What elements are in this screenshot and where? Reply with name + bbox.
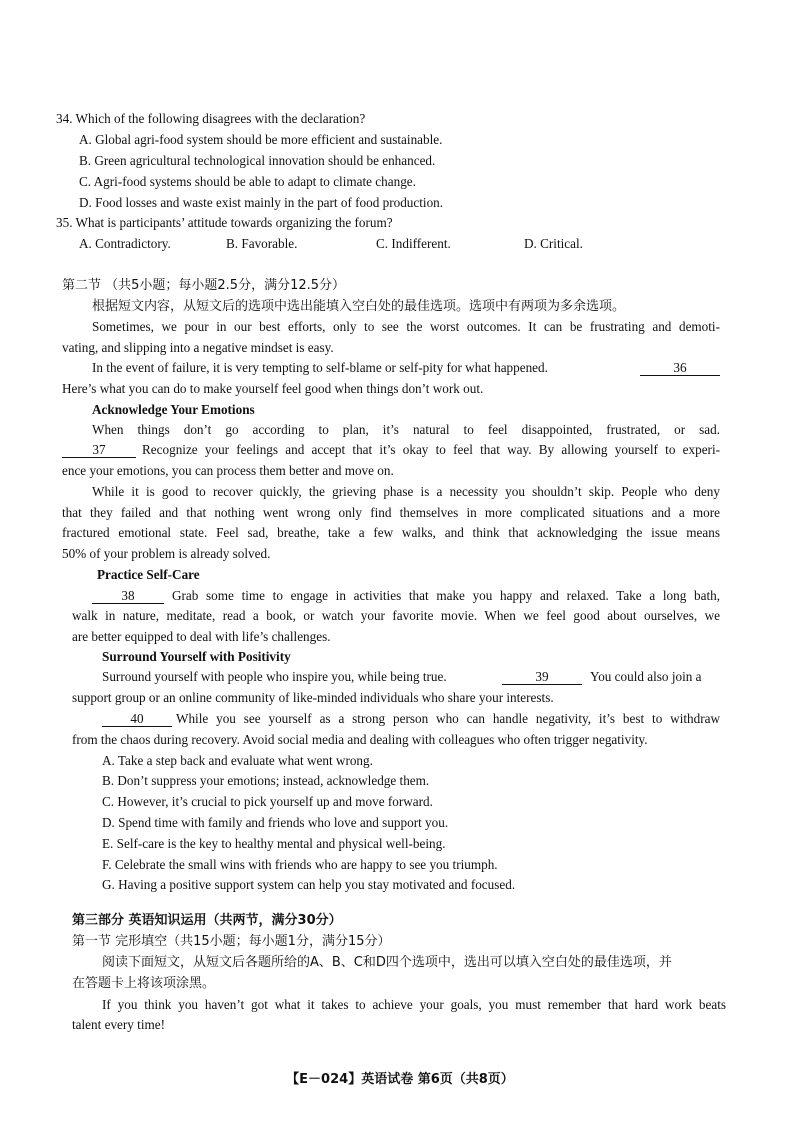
option-e: E. Self-care is the key to healthy mental and physical well-being. [102,836,446,851]
passage-line: are better equipped to deal with life’s challenges. [72,629,331,644]
blank-40-number: 40 [102,711,172,727]
passage-line: walk in nature, meditate, read a book, or watch your favorite movie. When we feel good about ourselves, we [72,608,720,623]
blank-37 [62,441,136,459]
blank-39 [502,668,582,686]
subheading-practice-self-care: Practice Self-Care [97,567,200,582]
blank-39-number: 39 [502,669,582,685]
passage-line: Sometimes, we pour in our best efforts, only to see the worst outcomes. It can be frustrating and demoti- [92,319,720,334]
option-g: G. Having a positive support system can help you stay motivated and focused. [102,877,516,892]
blank-37-number: 37 [62,442,136,458]
passage-line: from the chaos during recovery. Avoid social media and dealing with colleagues who often trigger negativity. [72,732,648,747]
blank-40 [102,710,172,728]
part-3-instruction: 阅读下面短文，从短文后各题所给的A、B、C和D四个选项中，选出可以填入空白处的最佳选项，并 [102,955,672,970]
option-d: D. Spend time with family and friends who love and support you. [102,815,449,830]
passage-line: If you think you haven’t got what it takes to achieve your goals, you must remember that hard work beats [102,997,726,1012]
passage-line: 50% of your problem is already solved. [62,546,271,561]
passage-line: When things don’t go according to plan, it’s natural to feel disappointed, frustrated, or sad. [92,422,720,437]
part-3-header: 第三部分 英语知识运用（共两节，满分30分） [72,913,342,928]
subheading-surround-positivity: Surround Yourself with Positivity [102,649,291,664]
question-35-option-a: A. Contradictory. [79,236,171,251]
blank-36-number: 36 [640,360,720,376]
passage-line: While you see yourself as a strong person who can handle negativity, it’s best to withdraw [176,711,720,726]
option-b: B. Don’t suppress your emotions; instead, acknowledge them. [102,773,430,788]
question-34-option-a: A. Global agri-food system should be more efficient and sustainable. [79,132,443,147]
passage-line: Surround yourself with people who inspire you, while being true. [102,669,447,684]
section-2-header: 第二节 （共5小题；每小题2.5分，满分12.5分） [62,278,346,293]
question-34-option-d: D. Food losses and waste exist mainly in the part of food production. [79,195,444,210]
passage-line: Here’s what you can do to make yourself feel good when things don’t work out. [62,381,484,396]
passage-line: talent every time! [72,1017,166,1032]
part-3-instruction: 在答题卡上将该项涂黑。 [72,976,216,991]
question-35-option-c: C. Indifferent. [376,236,451,251]
passage-line: While it is good to recover quickly, the grieving phase is a necessity you shouldn’t skip. People who deny [92,484,720,499]
passage-line: support group or an online community of like-minded individuals who share your interests. [72,690,554,705]
option-f: F. Celebrate the small wins with friends who are happy to see you triumph. [102,857,498,872]
question-34-stem: 34. Which of the following disagrees with the declaration? [56,111,366,126]
page-footer: 【E－024】英语试卷 第6页（共8页） [286,1072,514,1087]
question-35-option-b: B. Favorable. [226,236,298,251]
blank-38-number: 38 [92,588,164,604]
passage-line: Grab some time to engage in activities that make you happy and relaxed. Take a long bath, [172,588,720,603]
subheading-acknowledge-emotions: Acknowledge Your Emotions [92,402,255,417]
passage-line: ence your emotions, you can process them better and move on. [62,463,394,478]
passage-line: Recognize your feelings and accept that it’s okay to feel that way. By allowing yourself to experi- [142,442,720,457]
blank-36 [640,359,720,377]
question-34-option-c: C. Agri-food systems should be able to adapt to climate change. [79,174,416,189]
option-c: C. However, it’s crucial to pick yourself up and move forward. [102,794,433,809]
blank-38 [92,587,164,605]
section-2-instruction: 根据短文内容，从短文后的选项中选出能填入空白处的最佳选项。选项中有两项为多余选项。 [92,299,626,314]
part-3-section-1-header: 第一节 完形填空（共15小题；每小题1分，满分15分） [72,934,391,949]
passage-line: that they failed and that nothing went wrong only find themselves in more complicated situations and a more [62,505,720,520]
question-34-option-b: B. Green agricultural technological innovation should be enhanced. [79,153,436,168]
passage-line: You could also join a [590,669,702,684]
passage-line: vating, and slipping into a negative mindset is easy. [62,340,334,355]
passage-line: fractured emotional state. Feel sad, breathe, take a few walks, and think that acknowledging the issue means [62,525,720,540]
passage-line: In the event of failure, it is very tempting to self-blame or self-pity for what happened. [92,360,548,375]
option-a: A. Take a step back and evaluate what went wrong. [102,753,373,768]
question-35-option-d: D. Critical. [524,236,583,251]
question-35-stem: 35. What is participants’ attitude towards organizing the forum? [56,215,393,230]
